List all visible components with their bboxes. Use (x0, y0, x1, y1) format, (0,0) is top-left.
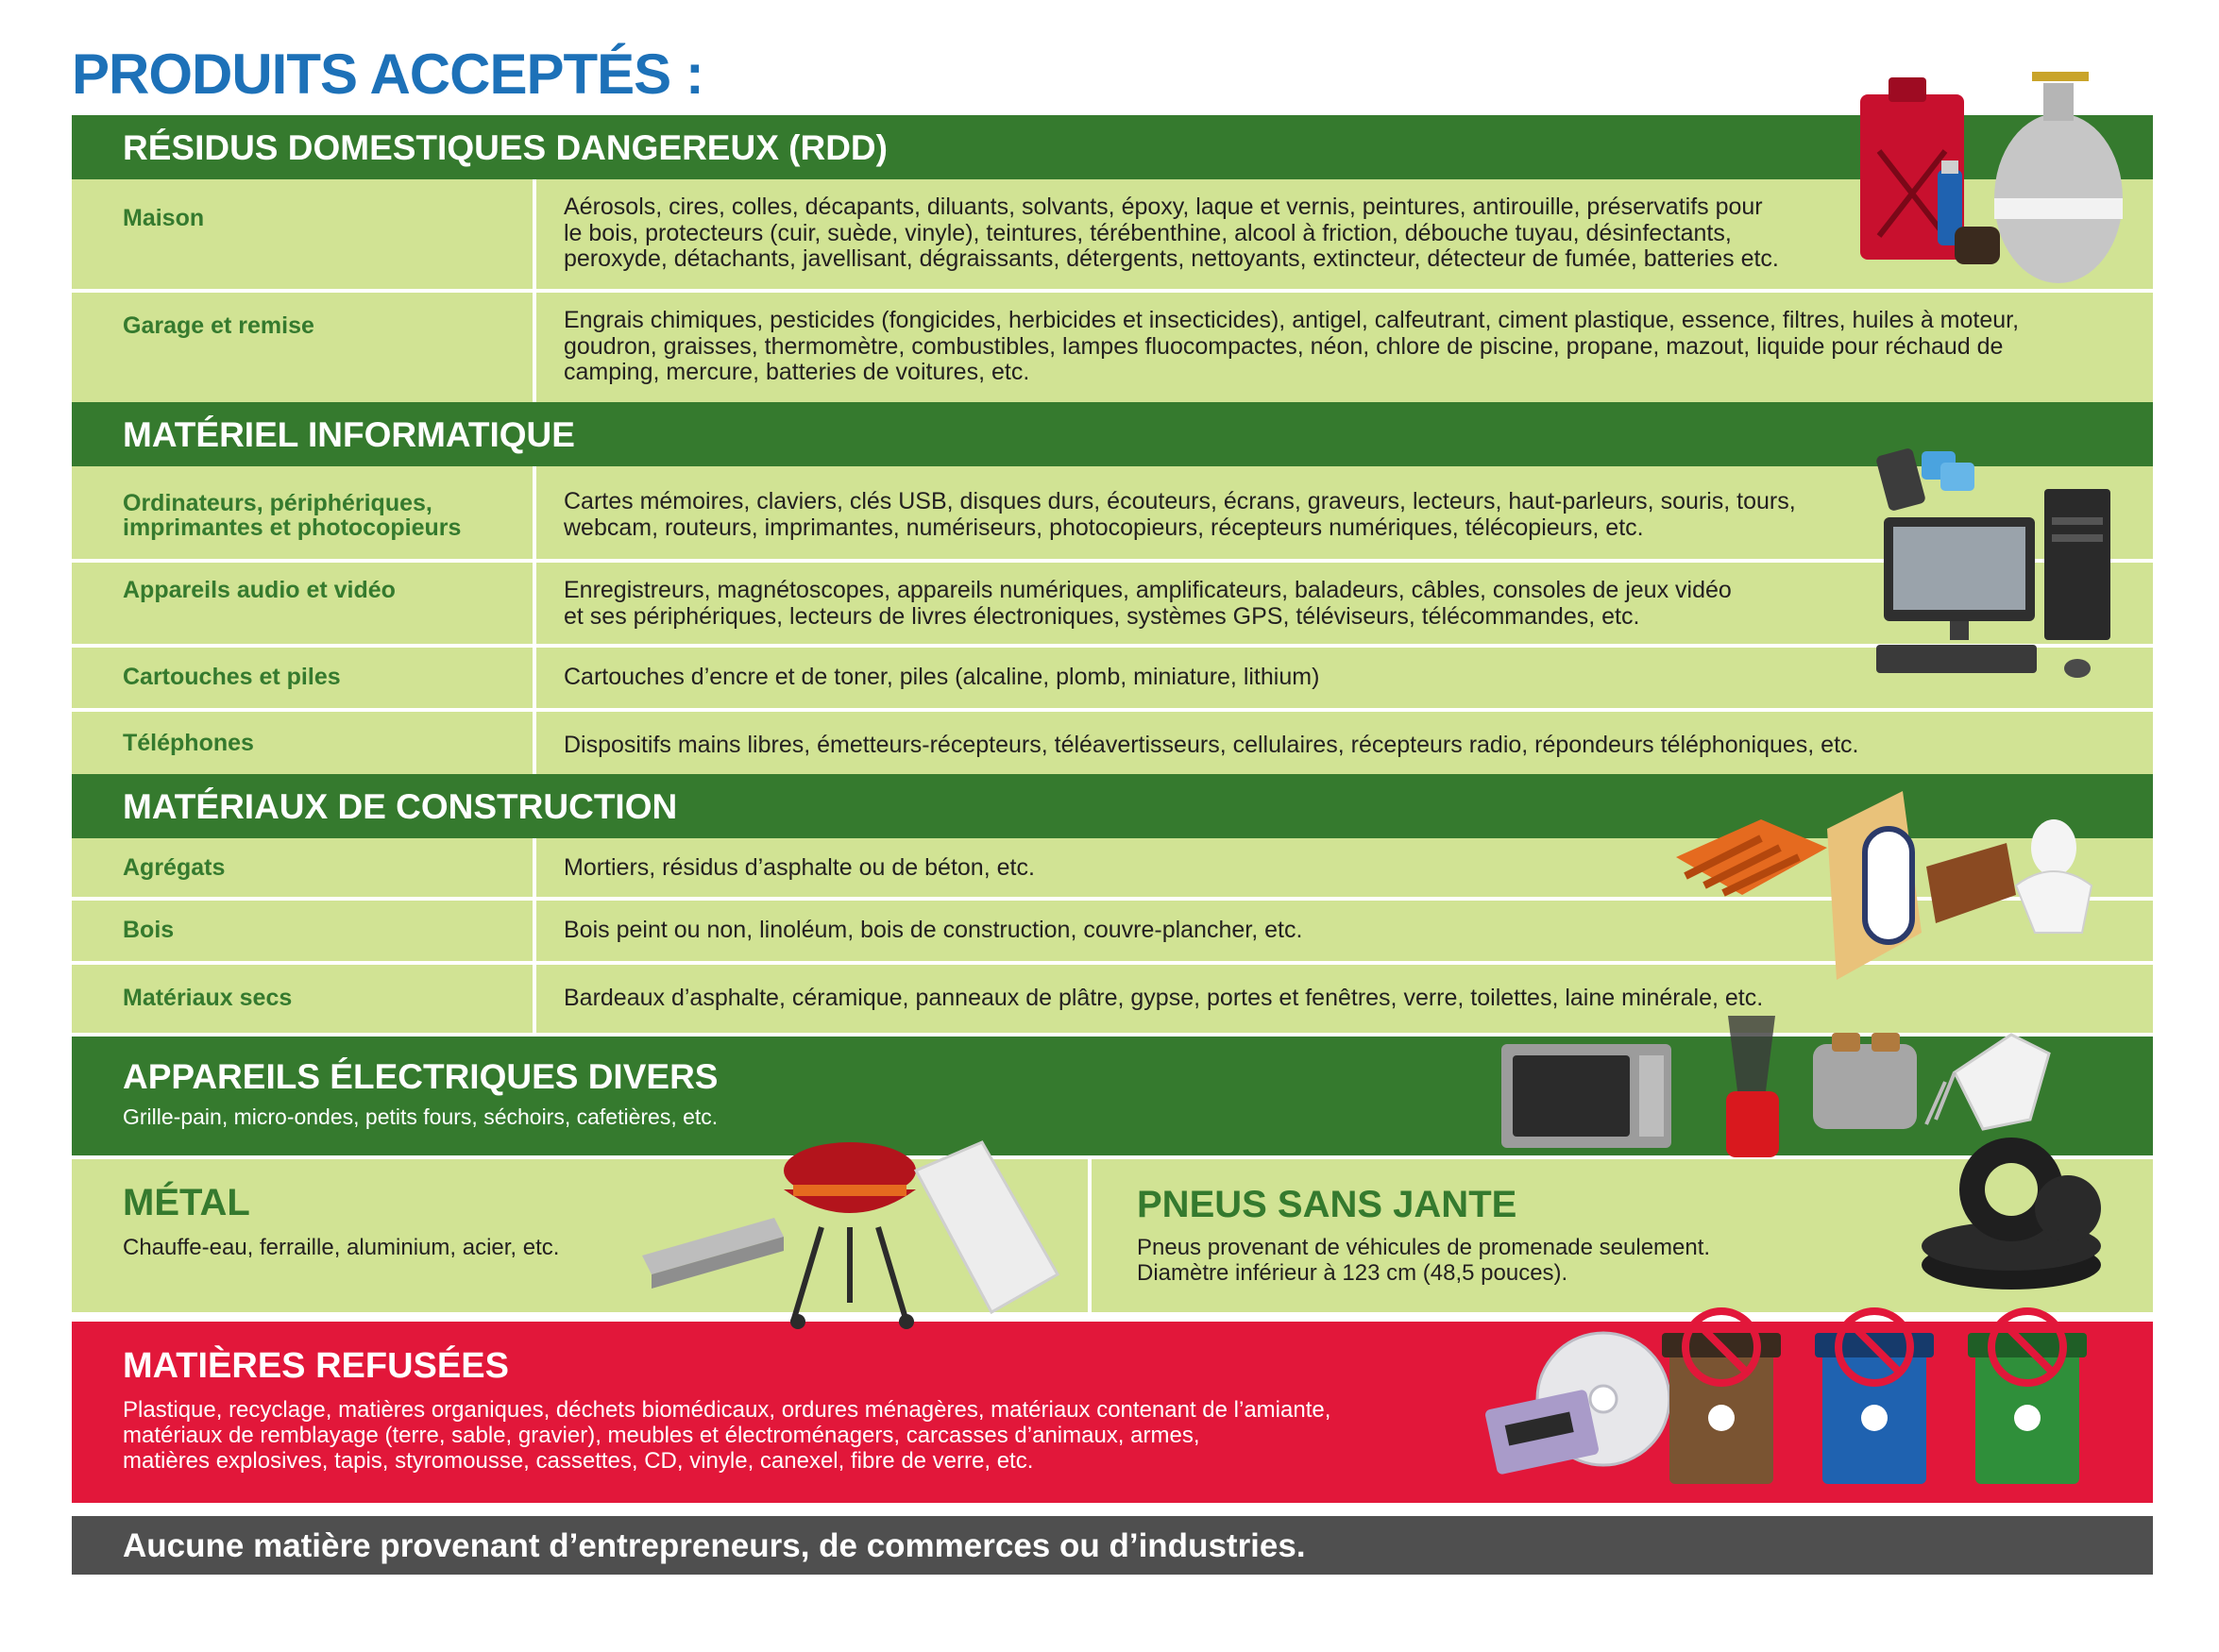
row-text: Engrais chimiques, pesticides (fongicides, herbicides et insecticides), antigel, calfeutrant, ciment plastique, essence, filtres, huiles à moteur, goudron, graisses, thermomètre, combustibles, lampes fluocompactes, néon, chlore de piscine, propane, mazout, liquide pour réchaud de camping, mercure, batteries de voitures, etc. (564, 307, 2020, 385)
section-title-electriques: APPAREILS ÉLECTRIQUES DIVERS (123, 1057, 719, 1096)
refused-text: Plastique, recyclage, matières organiques, déchets biomédicaux, ordures ménagères, matériaux contenant de l’amiante, matériaux de remblayage (terre, sable, gravier), meubles et électroménagers, carcasses d’animaux, armes, matières explosives, tapis, styromousse, cassettes, CD, vinyle, canexel, fibre de verre, etc. (123, 1397, 1331, 1474)
footer-banner (72, 1516, 2153, 1575)
footer-text: Aucune matière provenant d’entrepreneurs, de commerces ou d’industries. (123, 1527, 1306, 1564)
pneus-title: PNEUS SANS JANTE (1137, 1184, 1517, 1225)
row-label: Agrégats (123, 854, 226, 881)
row-label: Garage et remise (123, 312, 314, 339)
table-row (72, 648, 2153, 708)
metal-title: MÉTAL (123, 1182, 250, 1223)
section-header-rdd (72, 115, 2153, 179)
row-text: Aérosols, cires, colles, décapants, diluants, solvants, époxy, laque et vernis, peintures, antirouille, préservatifs pour le bois, protecteurs (cuir, suède, vinyle), teintures, térébenthine, alcool à friction, débouche tuyau, désinfectants, peroxyde, détachants, javellisant, dégraissants, détergents, nettoyants, extincteur, détecteur de fumée, batteries etc. (564, 194, 1779, 272)
section-title-rdd: RÉSIDUS DOMESTIQUES DANGEREUX (RDD) (123, 128, 888, 167)
metal-text: Chauffe-eau, ferraille, aluminium, acier, etc. (123, 1235, 560, 1260)
refused-title: MATIÈRES REFUSÉES (123, 1346, 509, 1386)
table-row (72, 466, 2153, 559)
computer-icon (1874, 451, 2129, 687)
row-text: Bardeaux d’asphalte, céramique, panneaux de plâtre, gypse, portes et fenêtres, verre, toilettes, laine minérale, etc. (564, 985, 1764, 1011)
pneus-text: Pneus provenant de véhicules de promenade seulement. Diamètre inférieur à 123 cm (48,5 pouces). (1137, 1235, 1711, 1286)
row-label: Téléphones (123, 730, 254, 756)
row-text: Bois peint ou non, linoléum, bois de construction, couvre-plancher, etc. (564, 917, 1303, 943)
table-row (72, 179, 2153, 289)
row-text: Cartes mémoires, claviers, clés USB, disques durs, écouteurs, écrans, graveurs, lecteurs, haut-parleurs, souris, tours, webcam, routeurs, imprimantes, numériseurs, photocopieurs, récepteurs numériques, télécopieurs, etc. (564, 488, 1796, 541)
row-text: Mortiers, résidus d’asphalte ou de béton, etc. (564, 854, 1035, 881)
row-text: Dispositifs mains libres, émetteurs-récepteurs, téléavertisseurs, cellulaires, récepteurs radio, répondeurs téléphoniques, etc. (564, 732, 1859, 758)
refused-items-icon (1490, 1295, 2094, 1507)
row-label: Bois (123, 917, 175, 943)
row-label: Appareils audio et vidéo (123, 577, 396, 603)
table-row (72, 293, 2153, 402)
table-row (72, 563, 2153, 644)
section-title-construction: MATÉRIAUX DE CONSTRUCTION (123, 787, 678, 826)
section-text-electriques: Grille-pain, micro-ondes, petits fours, séchoirs, cafetières, etc. (123, 1104, 719, 1129)
row-label: Ordinateurs, périphériques, imprimantes et photocopieurs (123, 490, 462, 541)
row-label: Matériaux secs (123, 985, 293, 1011)
construction-materials-icon (1676, 791, 2110, 980)
row-label: Maison (123, 205, 205, 231)
tires-icon (1917, 1133, 2106, 1293)
hazardous-products-icon (1851, 66, 2134, 293)
metal-items-icon (633, 1133, 1067, 1331)
row-text: Enregistreurs, magnétoscopes, appareils numériques, amplificateurs, baladeurs, câbles, consoles de jeux vidéo et ses périphériques, lecteurs de livres électroniques, systèmes GPS, téléviseurs, télécommandes, etc. (564, 577, 1732, 630)
section-title-informatique: MATÉRIEL INFORMATIQUE (123, 415, 575, 454)
section-header-informatique (72, 402, 2153, 466)
table-row (72, 712, 2153, 774)
row-text: Cartouches d’encre et de toner, piles (alcaline, plomb, miniature, lithium) (564, 664, 1320, 690)
page-title: PRODUITS ACCEPTÉS : (72, 42, 703, 106)
row-label: Cartouches et piles (123, 664, 341, 690)
